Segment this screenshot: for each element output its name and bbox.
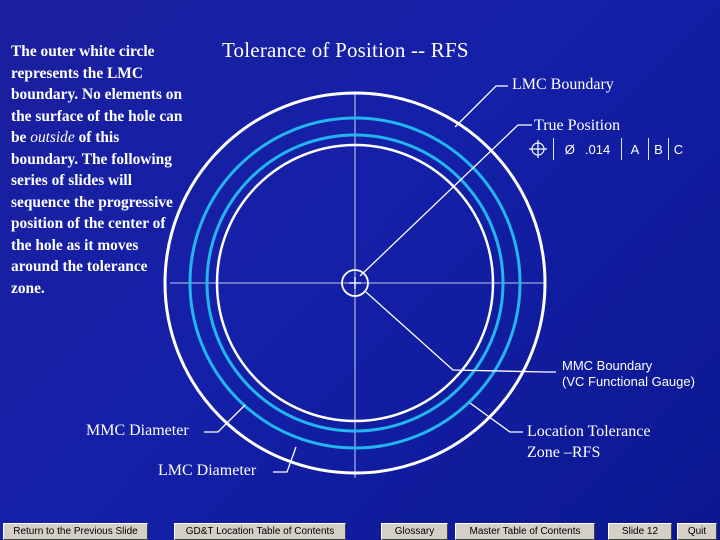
position-icon [523, 138, 553, 160]
lmc-diameter-label: LMC Diameter [158, 462, 257, 479]
feature-control-frame [523, 138, 688, 160]
slide-title: Tolerance of Position -- RFS [222, 38, 469, 62]
location-tolerance-line2: Zone –RFS [527, 444, 601, 461]
description-emphasis: outside [30, 129, 75, 146]
lmc-boundary-leader [455, 86, 508, 127]
navigation-bar [0, 523, 720, 540]
description-part1: The outer white circle represents the LMC boundary. No elements on the surface of the hole can be [11, 43, 183, 146]
position-symbol [528, 139, 548, 159]
quit-button[interactable]: Quit [677, 523, 717, 540]
mmc-boundary-label-line1: MMC Boundary [562, 358, 653, 373]
mmc-boundary-label [562, 358, 695, 390]
tolerance-value: .014 [584, 141, 611, 157]
mmc-diameter-leader [204, 405, 245, 432]
slide-number: Slide 12 [608, 523, 672, 540]
previous-slide-button[interactable]: Return to the Previous Slide [3, 523, 148, 540]
description-part2: of this boundary. The following series of slides will sequence the progressive position of the center of the hole as it moves around the tolerance zone. [11, 129, 173, 297]
lmc-boundary-label: LMC Boundary [512, 76, 614, 93]
mmc-boundary-label-line2: (VC Functional Gauge) [562, 374, 695, 389]
mmc-diameter-label: MMC Diameter [86, 422, 189, 439]
master-toc-button[interactable]: Master Table of Contents [455, 523, 595, 540]
gdt-location-toc-button[interactable]: GD&T Location Table of Contents [174, 523, 346, 540]
datum-c: C [668, 138, 688, 160]
location-tolerance-line1: Location Tolerance [527, 423, 651, 440]
location-tolerance-label [527, 421, 650, 463]
true-position-label: True Position [534, 117, 621, 134]
diameter-symbol: Ø [564, 141, 575, 157]
glossary-button[interactable]: Glossary [381, 523, 448, 540]
datum-b: B [648, 138, 668, 160]
datum-a: A [621, 138, 648, 160]
tolerance-cell [553, 138, 621, 160]
